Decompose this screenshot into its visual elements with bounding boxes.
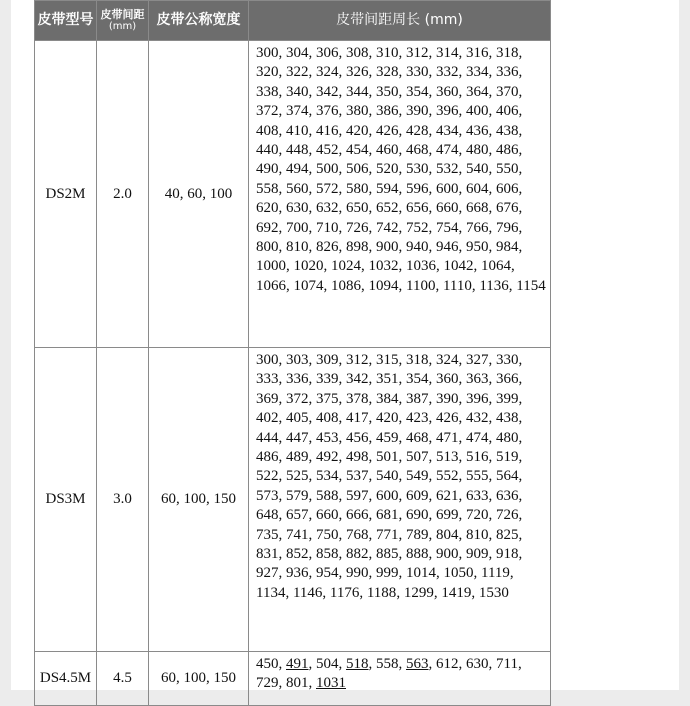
length-value: 519 [496,449,519,466]
length-value: 1032 [368,258,399,275]
length-value: 804 [436,526,459,543]
length-value: 940 [406,239,429,256]
length-value: 318 [496,45,519,61]
length-value: 852 [286,546,309,563]
length-value: 681 [376,507,399,524]
table-row [35,41,551,348]
length-value: 504 [316,656,339,672]
length-value: 312 [346,352,369,368]
length-value: 507 [406,449,429,466]
length-value: 630 [466,656,489,672]
length-value: 363 [466,371,489,388]
header-lengths-title: 皮带间距周长 [336,11,421,28]
length-value: 550 [496,161,519,178]
length-value: 1050 [443,565,474,582]
header-row [35,1,551,41]
length-value: 410 [286,122,309,139]
length-value: 375 [316,390,339,407]
length-value: 506 [346,161,369,178]
length-value: 660 [316,507,339,524]
length-value: 936 [286,565,309,582]
length-value: 450 [256,656,279,672]
length-value: 370 [496,83,519,100]
length-value: 380 [346,103,369,120]
length-value: 1119 [481,565,510,582]
length-value: 1000 [256,258,286,275]
length-value: 766 [466,219,489,236]
length-value: 831 [256,546,279,563]
length-value: 440 [256,142,279,159]
length-value: 534 [316,468,339,485]
length-value: 579 [286,487,309,504]
length-value: 810 [466,526,489,543]
length-value: 489 [286,449,309,466]
cell-pitch: 2.0 [97,41,149,348]
table-row [35,652,551,706]
length-value: 344 [346,83,369,100]
length-value: 520 [376,161,399,178]
cell-widths: 60, 100, 150 [149,652,249,706]
length-value: 600 [376,487,399,504]
length-value: 946 [436,239,459,256]
length-value: 366 [496,371,519,388]
length-value: 620 [256,200,279,217]
length-value: 342 [316,83,339,100]
length-value: 560 [286,180,309,197]
length-value: 632 [316,200,339,217]
length-value: 800 [256,239,279,256]
length-value: 360 [436,371,459,388]
length-value: 729 [256,675,279,692]
length-value: 490 [256,161,279,178]
length-value: 1134 [256,584,286,601]
length-value: 360 [436,83,459,100]
length-value: 372 [286,390,309,407]
length-value: 532 [436,161,459,178]
length-value: 1036 [406,258,436,275]
length-value: 315 [376,352,399,368]
length-value: 474 [466,429,489,446]
length-value: 309 [316,352,339,368]
length-value: 396 [466,390,489,407]
length-value: 300 [256,45,279,61]
length-value: 633 [466,487,489,504]
length-value: 428 [406,122,429,139]
length-value: 426 [376,122,399,139]
length-value: 330 [406,64,429,81]
length-value: 888 [406,546,429,563]
length-value: 750 [316,526,339,543]
length-value: 630 [286,200,309,217]
length-value: 652 [376,200,399,217]
cell-widths: 60, 100, 150 [149,348,249,652]
length-value: 950 [466,239,489,256]
length-value: 660 [436,200,459,217]
length-value: 453 [316,429,339,446]
length-value: 491 [286,656,309,672]
length-value: 580 [346,180,369,197]
length-value: 954 [316,565,339,582]
length-value: 327 [466,352,489,368]
length-value: 676 [496,200,519,217]
length-value: 369 [256,390,279,407]
length-value: 558 [376,656,399,672]
length-value: 1419 [441,584,472,601]
length-value: 405 [286,410,309,427]
length-value: 423 [406,410,429,427]
length-value: 432 [466,410,489,427]
length-value: 480 [496,429,519,446]
header-lengths-unit: (mm) [424,11,463,28]
length-value: 564 [496,468,519,485]
length-value: 516 [466,449,489,466]
length-value: 711 [496,656,518,672]
length-value: 468 [406,429,429,446]
length-value: 354 [406,371,429,388]
length-value: 789 [406,526,429,543]
length-value: 700 [286,219,309,236]
length-value: 364 [466,83,489,100]
length-value: 350 [376,83,399,100]
length-value: 456 [346,429,369,446]
length-value: 387 [406,390,429,407]
length-value: 324 [316,64,339,81]
length-value: 1074 [293,277,324,294]
header-width: 皮带公称宽度 [149,1,249,41]
length-value: 1188 [366,584,397,601]
length-value: 303 [286,352,309,368]
length-value: 594 [376,180,399,197]
length-value: 1146 [292,584,323,601]
length-value: 342 [346,371,369,388]
length-value: 406 [496,103,519,120]
length-value: 1176 [329,584,360,601]
length-value: 563 [406,656,429,672]
length-value: 400 [466,103,489,120]
length-value: 304 [286,45,309,61]
length-value: 699 [436,507,459,524]
length-value: 416 [316,122,339,139]
length-value: 452 [316,142,339,159]
length-value: 650 [346,200,369,217]
length-value: 900 [436,546,459,563]
length-value: 609 [406,487,429,504]
length-value: 372 [256,103,279,120]
length-value: 999 [376,565,399,582]
length-value: 492 [316,449,339,466]
length-value: 1066 [256,277,286,294]
length-value: 354 [406,83,429,100]
length-value: 690 [406,507,429,524]
header-pitch-title: 皮带间距 [100,7,145,21]
length-value: 480 [466,142,489,159]
length-value: 666 [346,507,369,524]
length-value: 858 [316,546,339,563]
length-value: 537 [346,468,369,485]
length-value: 606 [496,180,519,197]
length-value: 390 [406,103,429,120]
length-value: 604 [466,180,489,197]
length-value: 710 [316,219,339,236]
length-value: 900 [376,239,399,256]
length-value: 447 [286,429,309,446]
length-value: 339 [316,371,339,388]
length-value: 300 [256,352,279,368]
length-value: 474 [436,142,459,159]
length-value: 1042 [443,258,474,275]
length-value: 735 [256,526,279,543]
length-value: 1024 [331,258,361,275]
header-model: 皮带型号 [35,1,97,41]
length-value: 540 [466,161,489,178]
length-value: 436 [466,122,489,139]
length-value: 1136 [479,277,509,294]
length-value: 417 [346,410,369,427]
length-value: 621 [436,487,459,504]
length-value: 742 [376,219,399,236]
length-value: 408 [316,410,339,427]
length-value: 540 [376,468,399,485]
length-value: 384 [376,390,399,407]
table-row [35,348,551,652]
length-value: 1014 [406,565,436,582]
length-value: 752 [406,219,429,236]
length-value: 340 [286,83,309,100]
length-value: 336 [286,371,309,388]
length-value: 600 [436,180,459,197]
length-value: 454 [346,142,369,159]
length-value: 927 [256,565,279,582]
length-value: 810 [286,239,309,256]
cell-widths: 40, 60, 100 [149,41,249,348]
length-value: 741 [286,526,309,543]
length-value: 448 [286,142,309,159]
length-value: 332 [436,64,459,81]
length-value: 501 [376,449,399,466]
length-value: 328 [376,64,399,81]
length-value: 310 [376,45,399,61]
length-value: 518 [346,656,369,672]
length-value: 825 [496,526,519,543]
length-value: 636 [496,487,519,504]
length-value: 338 [256,83,279,100]
length-value: 826 [316,239,339,256]
length-value: 334 [466,64,489,81]
length-value: 648 [256,507,279,524]
length-value: 444 [256,429,279,446]
length-value: 500 [316,161,339,178]
length-value: 494 [286,161,309,178]
length-value: 308 [346,45,369,61]
length-value: 909 [466,546,489,563]
length-value: 396 [436,103,459,120]
length-value: 306 [316,45,339,61]
length-value: 990 [346,565,369,582]
length-value: 351 [376,371,399,388]
length-value: 330 [496,352,519,368]
length-value: 525 [286,468,309,485]
length-value: 885 [376,546,399,563]
length-value: 438 [496,410,519,427]
length-value: 459 [376,429,399,446]
length-value: 656 [406,200,429,217]
length-value: 324 [436,352,459,368]
length-value: 1100 [406,277,436,294]
length-value: 318 [406,352,429,368]
length-value: 336 [496,64,519,81]
length-value: 796 [496,219,519,236]
length-value: 486 [496,142,519,159]
length-value: 320 [256,64,279,81]
length-value: 314 [436,45,459,61]
length-value: 612 [436,656,459,672]
length-value: 597 [346,487,369,504]
length-value: 801 [286,675,309,692]
cell-model: DS2M [35,41,97,348]
length-value: 402 [256,410,279,427]
length-value: 399 [496,390,519,407]
length-value: 771 [376,526,399,543]
length-value: 1299 [403,584,434,601]
length-value: 692 [256,219,279,236]
length-value: 376 [316,103,339,120]
length-value: 312 [406,45,429,61]
cell-model: DS3M [35,348,97,652]
length-value: 657 [286,507,309,524]
length-value: 326 [346,64,369,81]
length-value: 333 [256,371,279,388]
cell-pitch: 3.0 [97,348,149,652]
length-value: 378 [346,390,369,407]
length-value: 898 [346,239,369,256]
length-value: 498 [346,449,369,466]
length-value: 420 [376,410,399,427]
length-value: 1094 [368,277,399,294]
length-value: 426 [436,410,459,427]
length-value: 486 [256,449,279,466]
length-value: 1086 [331,277,361,294]
length-value: 984 [496,239,519,256]
length-value: 726 [496,507,519,524]
length-value: 572 [316,180,339,197]
length-value: 596 [406,180,429,197]
length-value: 408 [256,122,279,139]
length-value: 1064 [481,258,511,275]
length-value: 390 [436,390,459,407]
length-value: 726 [346,219,369,236]
length-value: 754 [436,219,459,236]
length-value: 1110 [442,277,472,294]
length-value: 882 [346,546,369,563]
length-value: 573 [256,487,279,504]
length-value: 552 [436,468,459,485]
length-value: 434 [436,122,459,139]
length-value: 420 [346,122,369,139]
cell-pitch: 4.5 [97,652,149,706]
length-value: 322 [286,64,309,81]
length-value: 1530 [478,584,509,601]
length-value: 720 [466,507,489,524]
cell-model: DS4.5M [35,652,97,706]
cell-lengths: 450, 491, 504, 518, 558, 563, 612, 630, 711, 729, 801, 1031 [249,652,551,706]
length-value: 558 [256,180,279,197]
length-value: 513 [436,449,459,466]
cell-lengths: 300, 304, 306, 308, 310, 312, 314, 316, 318, 320, 322, 324, 326, 328, 330, 332, 334, 336, 338, 340, 342, 344, 350, 354, 360, 364, 370, 372, 374, 376, 380, 386, 390, 396, 400, 406, 408, 410, 416, 420, 426, 428, 434, 436, 438, 440, 448, 452, 454, 460, 468, 474, 480, 486, 490, 494, 500, 506, 520, 530, 532, 540, 550, 558, 560, 572, 580, 594, 596, 600, 604, 606, 620, 630, 632, 650, 652, 656, 660, 668, 676, 692, 700, 710, 726, 742, 752, 754, 766, 796, 800, 810, 826, 898, 900, 940, 946, 950, 984, 1000, 1020, 1024, 1032, 1036, 1042, 1064, 1066, 1074, 1086, 1094, 1100, 1110, 1136, 1154 [249,41,551,348]
length-value: 316 [466,45,489,61]
length-value: 588 [316,487,339,504]
length-value: 918 [496,546,519,563]
length-value: 555 [466,468,489,485]
length-value: 1154 [516,277,546,294]
length-value: 1020 [293,258,324,275]
length-value: 374 [286,103,309,120]
length-value: 768 [346,526,369,543]
length-value: 549 [406,468,429,485]
length-value: 471 [436,429,459,446]
length-value: 386 [376,103,399,120]
header-pitch-unit: (mm) [108,21,137,33]
length-value: 460 [376,142,399,159]
cell-lengths: 300, 303, 309, 312, 315, 318, 324, 327, 330, 333, 336, 339, 342, 351, 354, 360, 363, 366, 369, 372, 375, 378, 384, 387, 390, 396, 399, 402, 405, 408, 417, 420, 423, 426, 432, 438, 444, 447, 453, 456, 459, 468, 471, 474, 480, 486, 489, 492, 498, 501, 507, 513, 516, 519, 522, 525, 534, 537, 540, 549, 552, 555, 564, 573, 579, 588, 597, 600, 609, 621, 633, 636, 648, 657, 660, 666, 681, 690, 699, 720, 726, 735, 741, 750, 768, 771, 789, 804, 810, 825, 831, 852, 858, 882, 885, 888, 900, 909, 918, 927, 936, 954, 990, 999, 1014, 1050, 1119, 1134, 1146, 1176, 1188, 1299, 1419, 1530 [249,348,551,652]
header-lengths [249,1,551,41]
length-value: 1031 [316,675,346,692]
length-value: 522 [256,468,279,485]
document-page [11,0,679,690]
length-value: 438 [496,122,519,139]
length-value: 468 [406,142,429,159]
belt-spec-table [34,0,551,706]
header-pitch [97,1,149,41]
length-value: 530 [406,161,429,178]
length-value: 668 [466,200,489,217]
